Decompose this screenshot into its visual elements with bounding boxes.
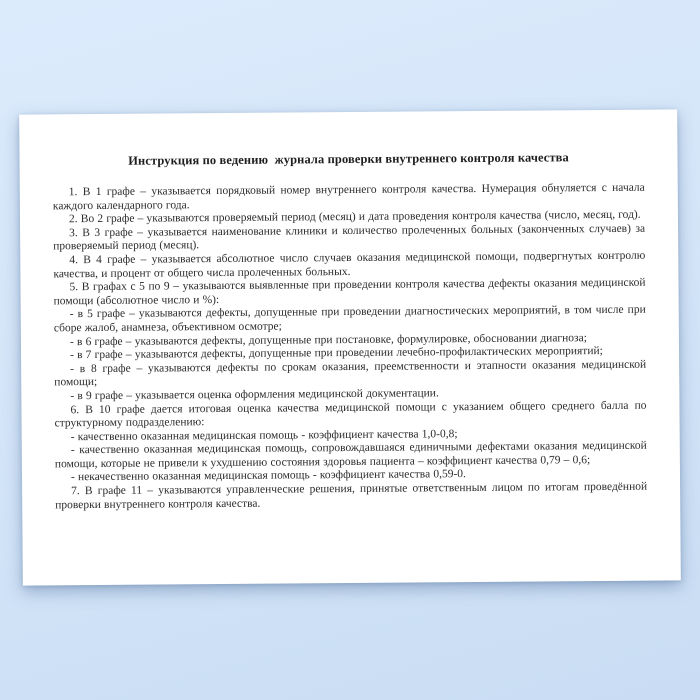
paragraph-9: - в 8 графе – указываются дефекты по срокам оказания, преемственности и этапности оказания медицинской помощи; — [54, 358, 647, 389]
paragraph-14: - некачественно оказанная медицинская помощь - коэффициент качества 0,59-0. — [70, 468, 466, 484]
paragraph-4: 4. В 4 графе – указывается абсолютное число случаев оказания медицинской помощи, подвергнутых контролю качества, и процент от общего числа пролеченных больных. — [53, 249, 646, 280]
paragraph-8: - в 7 графе – указываются дефекты, допущенные при проведении лечебно-профилактических мероприятий; — [70, 345, 603, 362]
paragraph-3: 3. В 3 графе – указывается наименование клиники и количество пролеченных больных (законченных случаев) за проверяемый период (месяц). — [53, 222, 646, 253]
paragraph-10: - в 9 графе – указывается оценка оформления медицинской документации. — [70, 387, 439, 403]
document-page — [19, 109, 681, 585]
paragraph-11: 6. В 10 графе дается итоговая оценка качества медицинской помощи с указанием общего среднего балла по структурному подразделению: — [54, 399, 647, 430]
paragraph-13: - качественно оказанная медицинская помощь, сопровождавшаяся единичными дефектами оказания медицинской помощи, которые не привели к ухудшению состояния здоровья пациента – коэффициент качества 0,79 – 0,6; — [54, 439, 647, 471]
paragraph-2: 2. Во 2 графе – указываются проверяемый период (месяц) и дата проведения контроля качества (число, месяц, год). — [68, 208, 641, 226]
paragraph-15: 7. В графе 11 – указываются управленческие решения, принятые ответственным лицом по итогам проведённой проверки внутреннего контроля качества. — [55, 480, 648, 511]
paragraph-7: - в 6 графе – указываются дефекты, допущенные при постановке, формулировке, обосновании диагноза; — [69, 331, 587, 348]
paragraph-5: 5. В графах с 5 по 9 – указываются выявленные при проведении контроля качества дефекты оказания медицинской помощи (абсолютное число и %): — [53, 276, 646, 308]
document-body — [53, 182, 648, 513]
paragraph-12: - качественно оказанная медицинская помощь - коэффициент качества 1,0-0,8; — [70, 427, 458, 443]
paragraph-6: - в 5 графе – указываются дефекты, допущенные при проведении диагностических мероприятий, в том числе при сборе жалоб, анамнеза, объективном осмотре; — [53, 304, 646, 335]
paragraph-1: 1. В 1 графе – указывается порядковый номер внутреннего контроля качества. Нумерация обнуляется с начала каждого календарного года. — [52, 181, 645, 212]
document-title: Инструкция по ведению журнала проверки внутреннего контроля качества — [128, 150, 569, 168]
